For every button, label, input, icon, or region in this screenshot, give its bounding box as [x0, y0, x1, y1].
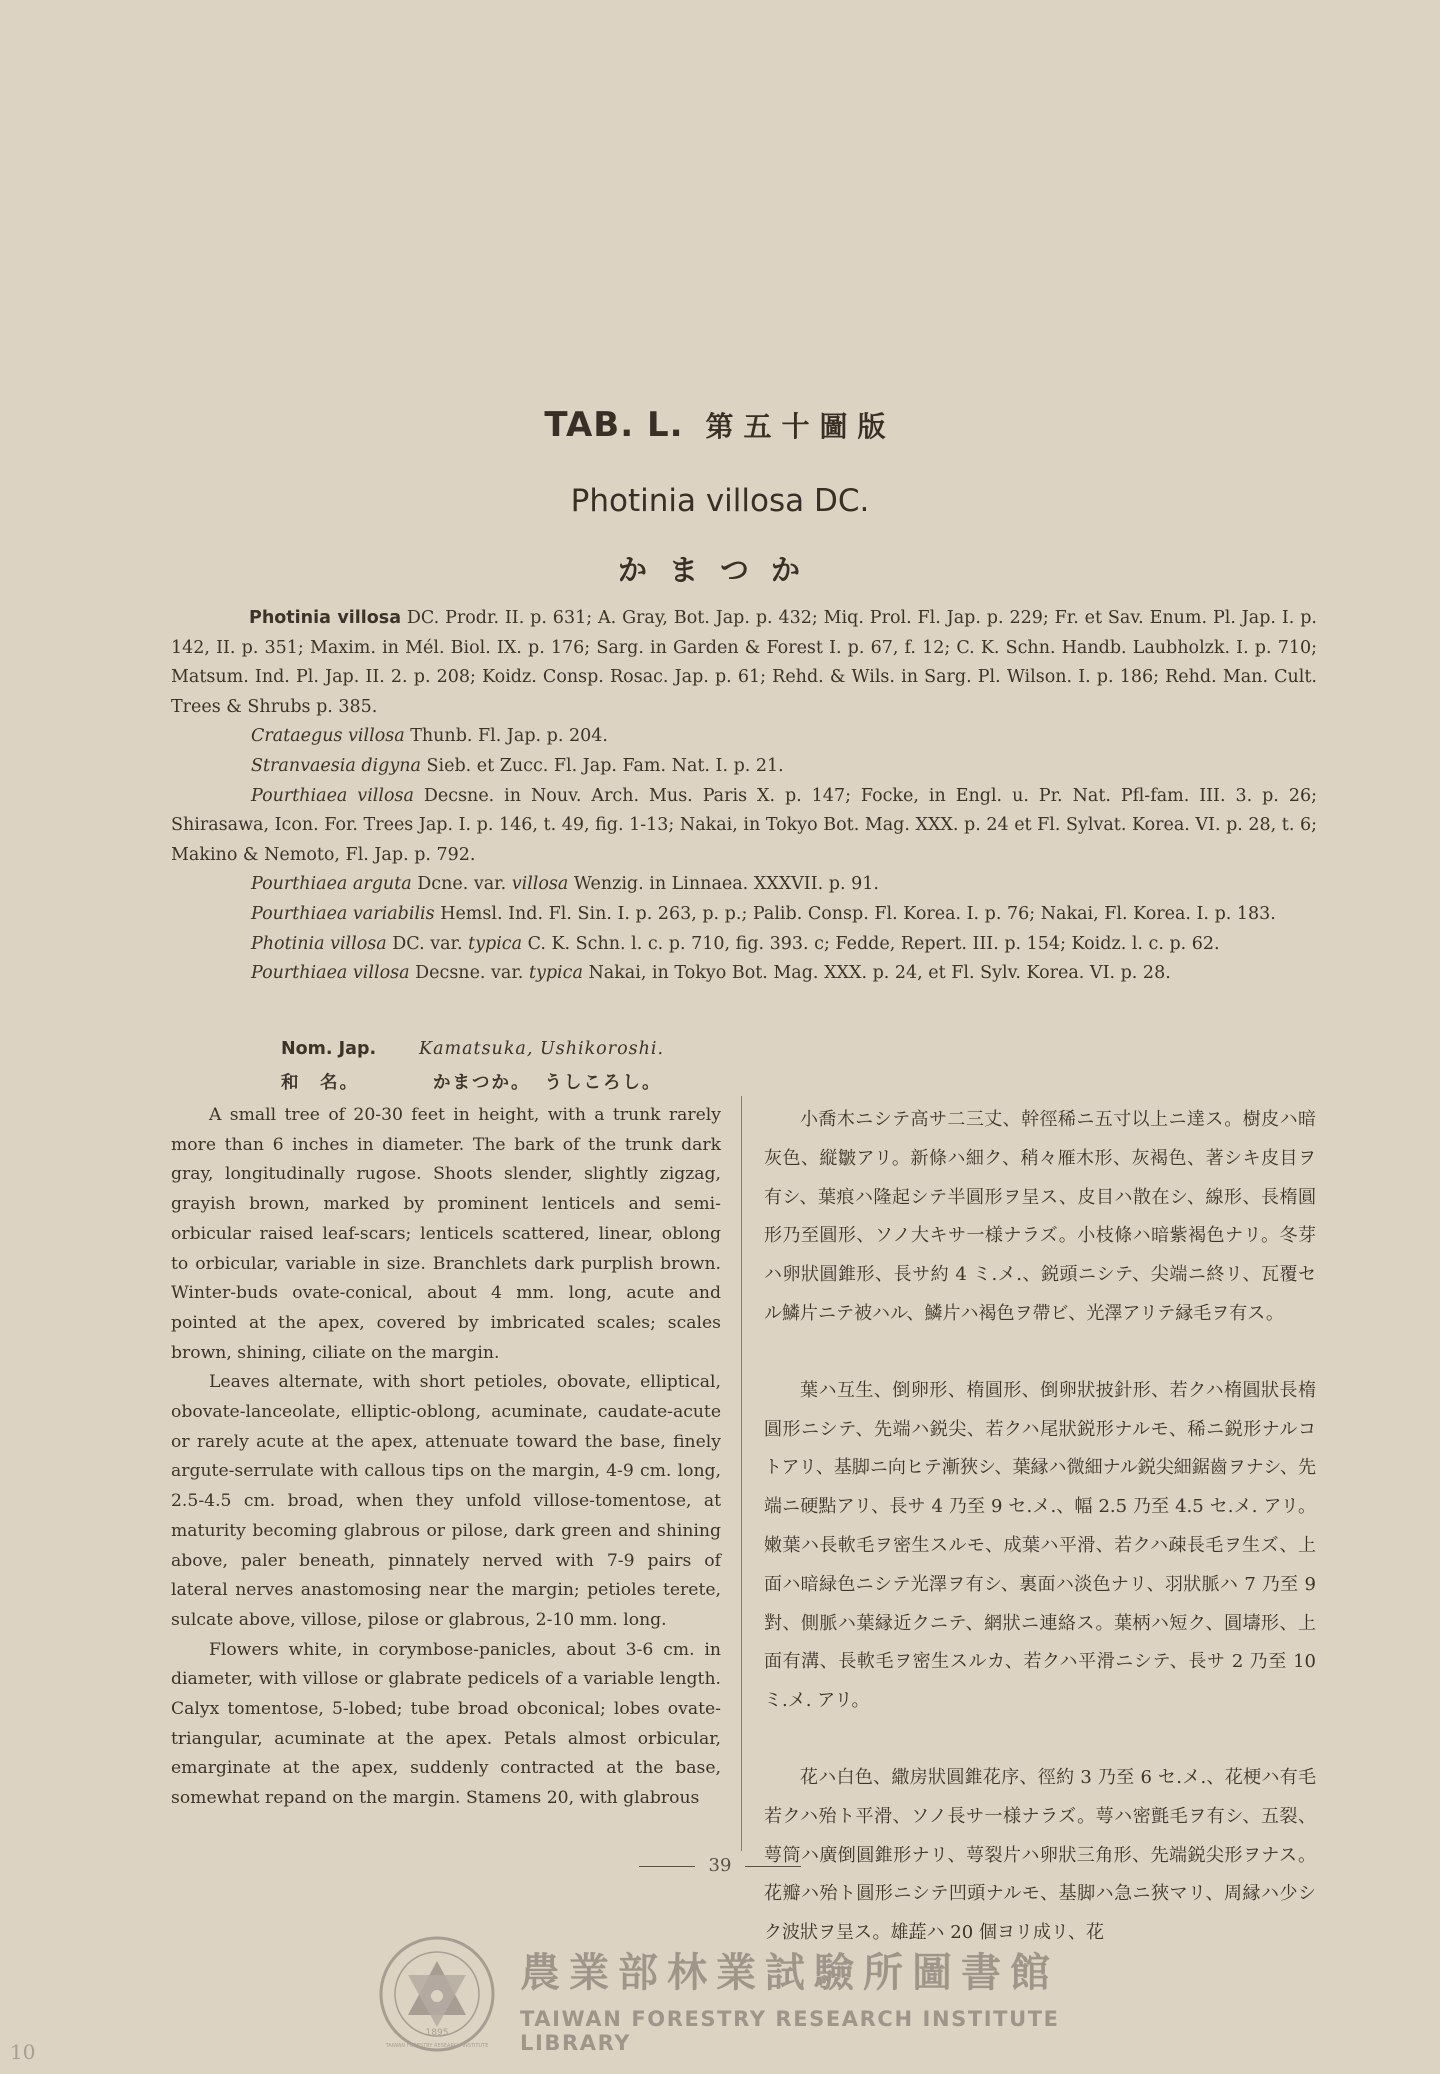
plate-number: TAB. L. [544, 405, 684, 445]
page-number-text: 39 [708, 1855, 732, 1876]
synonymy-entry [171, 782, 1317, 871]
japanese-names [281, 1032, 1181, 1100]
citation: Thunb. Fl. Jap. p. 204. [404, 726, 608, 747]
species-kana: かまつか [617, 553, 822, 587]
variety-name: typica [528, 963, 583, 984]
taxon-name: Stranvaesia digyna [251, 755, 421, 776]
wamei-line [281, 1066, 1181, 1100]
variety-name: typica [468, 933, 523, 954]
synonymy-entry [171, 900, 1317, 930]
citation: DC. Prodr. II. p. 631; A. Gray, Bot. Jap. p. 432; Miq. Prol. Fl. Jap. p. 229; Fr. et Sav. Enum. Pl. Jap. I. p. 142, II. p. 351; Maxim. in Mél. Biol. IX. p. 176; Sarg. in Garden & Forest I. p. 67, f. 12; C. K. Schn. Handb. Laubholzk. I. p. 710; Matsum. Ind. Pl. Jap. II. 2. p. 208; Koidz. Consp. Rosac. Jap. p. 61; Rehd. & Wils. in Sarg. Pl. Wilson. I. p. 186; Rehd. Man. Cult. Trees & Shrubs p. 385. [171, 608, 1317, 717]
wamei-label: 和 名。 [281, 1073, 359, 1093]
taxon-name: Photinia villosa [249, 608, 401, 628]
synonymy-entry [171, 752, 1317, 782]
variety-name: villosa [511, 874, 569, 895]
taxon-name: Pourthiaea variabilis [251, 903, 435, 924]
description-paragraph: Flowers white, in corymbose-panicles, about 3-6 cm. in diameter, with villose or glabrate pedicels of a variable length. Calyx tomentose, 5-lobed; tube broad obconical; lobes ovate-triangular, acuminate at the apex. Petals almost orbicular, emarginate at the apex, suddenly contracted at the base, somewhat repand on the margin. Stamens 20, with glabrous [171, 1639, 721, 1809]
author: DC. var. [386, 933, 469, 954]
wamei-name-2: うしころし。 [544, 1073, 662, 1093]
description-paragraph: A small tree of 20-30 feet in height, with a trunk rarely more than 6 inches in diameter. The bark of the trunk dark gray, longitudinally rugose. Shoots slender, slightly zigzag, grayish brown, marked by prominent lenticels and semi-orbicular raised leaf-scars; lenticels scattered, linear, oblong to orbicular, variable in size. Branchlets dark purplish brown. Winter-buds ovate-conical, about 4 mm. long, acute and pointed at the apex, covered by imbricated scales; scales brown, shining, ciliate on the margin. [171, 1105, 721, 1363]
taxon-name: Pourthiaea villosa [251, 785, 414, 806]
nom-jap-line [281, 1032, 1181, 1066]
column-divider [741, 1096, 742, 1851]
plate-heading [0, 405, 1440, 445]
nom-jap-names: Kamatsuka, Ushikoroshi. [419, 1039, 665, 1059]
synonymy-entry [171, 959, 1317, 989]
synonymy-entry [171, 722, 1317, 752]
description-paragraph-jp: 小喬木ニシテ高サ二三丈、幹徑稀ニ五寸以上ニ達ス。樹皮ハ暗灰色、縦皺アリ。新條ハ細ク、稍々雁木形、灰褐色、著シキ皮目ヲ有シ、葉痕ハ隆起シテ半圓形ヲ呈ス、皮目ハ散在シ、線形、長楕圓形乃至圓形、ソノ大キサ一様ナラズ。小枝條ハ暗紫褐色ナリ。冬芽ハ卵狀圓錐形、長サ約 4 ミ.メ.、鋭頭ニシテ、尖端ニ終リ、瓦覆セル鱗片ニテ被ハル、鱗片ハ褐色ヲ帶ビ、光澤アリテ縁毛ヲ有ス。 [764, 1109, 1316, 1324]
description-paragraph-jp: 葉ハ互生、倒卵形、楕圓形、倒卵狀披針形、若クハ楕圓狀長楕圓形ニシテ、先端ハ鋭尖、若クハ尾狀鋭形ナルモ、稀ニ鋭形ナルコトアリ、基脚ニ向ヒテ漸狹シ、葉縁ハ微細ナル鋭尖細鋸齒ヲナシ、先端ニ硬點アリ、長サ 4 乃至 9 セ.メ.、幅 2.5 乃至 4.5 セ.メ. アリ。嫩葉ハ長軟毛ヲ密生スルモ、成葉ハ平滑、若クハ疎長毛ヲ生ズ、上面ハ暗緑色ニシテ光澤ヲ有シ、裏面ハ淡色ナリ、羽狀脈ハ 7 乃至 9 對、側脈ハ葉縁近クニテ、網狀ニ連絡ス。葉柄ハ短ク、圓壔形、上面有溝、長軟毛ヲ密生スルカ、若クハ平滑ニシテ、長サ 2 乃至 10 ミ.メ. アリ。 [764, 1379, 1316, 1712]
library-seal-icon [378, 1935, 496, 2053]
synonymy-entry [171, 604, 1317, 722]
library-name-cn: 農業部林業試驗所圖書館 [520, 1950, 1059, 1996]
library-name-en: TAIWAN FORESTRY RESEARCH INSTITUTE LIBRARY [520, 2007, 1060, 2055]
citation: Sieb. et Zucc. Fl. Jap. Fam. Nat. I. p. 21. [420, 755, 784, 776]
seal-text: TAIWAN FORESTRY RESEARCH INSTITUTE [385, 2043, 489, 2049]
author: Decsne. var. [409, 963, 529, 984]
taxon-name: Pourthiaea villosa [251, 963, 410, 984]
author: Dcne. var. [411, 874, 512, 895]
page-number [0, 1855, 1440, 1876]
citation: Nakai, in Tokyo Bot. Mag. XXX. p. 24, et Fl. Sylv. Korea. VI. p. 28. [582, 963, 1171, 984]
wamei-name-1: かまつか。 [433, 1073, 531, 1093]
nom-jap-label: Nom. Jap. [281, 1039, 377, 1059]
species-title: Photinia villosa DC. [570, 483, 870, 519]
english-description [171, 1101, 721, 1814]
taxon-name: Pourthiaea arguta [251, 874, 412, 895]
citation: C. K. Schn. l. c. p. 710, fig. 393. c; Fedde, Repert. III. p. 154; Koidz. l. c. p. 62. [522, 933, 1220, 954]
margin-mark: 10 [10, 2040, 36, 2064]
folio-rule-left [639, 1866, 695, 1867]
library-stamp [378, 1935, 1068, 2055]
folio-rule-right [745, 1866, 801, 1867]
taxon-name: Crataegus villosa [251, 726, 405, 747]
seal-year: 1895 [425, 2028, 449, 2038]
synonymy-entry [171, 930, 1317, 960]
synonymy-block [171, 604, 1317, 989]
description-paragraph: Leaves alternate, with short petioles, obovate, elliptical, obovate-lanceolate, elliptic-oblong, acuminate, caudate-acute or rarely acute at the apex, attenuate toward the base, finely argute-serrulate with callous tips on the margin, 4-9 cm. long, 2.5-4.5 cm. broad, when they unfold villose-tomentose, at maturity becoming glabrous or pilose, dark green and shining above, paler beneath, pinnately nerved with 7-9 pairs of lateral nerves anastomosing near the margin; petioles terete, sulcate above, villose, pilose or glabrous, 2-10 mm. long. [171, 1372, 721, 1630]
description-paragraph-jp: 花ハ白色、繖房狀圓錐花序、徑約 3 乃至 6 セ.メ.、花梗ハ有毛若クハ殆ト平滑、ソノ長サ一様ナラズ。萼ハ密氈毛ヲ有シ、五裂、萼筒ハ廣倒圓錐形ナリ、萼裂片ハ卵狀三角形、先端鋭尖形ヲナス。花瓣ハ殆ト圓形ニシテ凹頭ナルモ、基脚ハ急ニ狹マリ、周縁ハ少シク波狀ヲ呈ス。雄蕋ハ 20 個ヨリ成リ、花 [764, 1766, 1316, 1944]
citation: Decsne. in Nouv. Arch. Mus. Paris X. p. 147; Focke, in Engl. u. Pr. Nat. Pfl-fam. III. 3. p. 26; Shirasawa, Icon. For. Trees Jap. I. p. 146, t. 49, fig. 1-13; Nakai, in Tokyo Bot. Mag. XXX. p. 24 et Fl. Sylvat. Korea. VI. p. 28, t. 6; Makino & Nemoto, Fl. Jap. p. 792. [171, 785, 1317, 865]
plate-number-jp: 第五十圖版 [705, 410, 896, 443]
synonymy-entry [171, 870, 1317, 900]
citation: Wenzig. in Linnaea. XXXVII. p. 91. [568, 874, 879, 895]
citation: Hemsl. Ind. Fl. Sin. I. p. 263, p. p.; Palib. Consp. Fl. Korea. I. p. 76; Nakai, Fl. Korea. I. p. 183. [434, 903, 1276, 924]
taxon-name: Photinia villosa [251, 933, 387, 954]
